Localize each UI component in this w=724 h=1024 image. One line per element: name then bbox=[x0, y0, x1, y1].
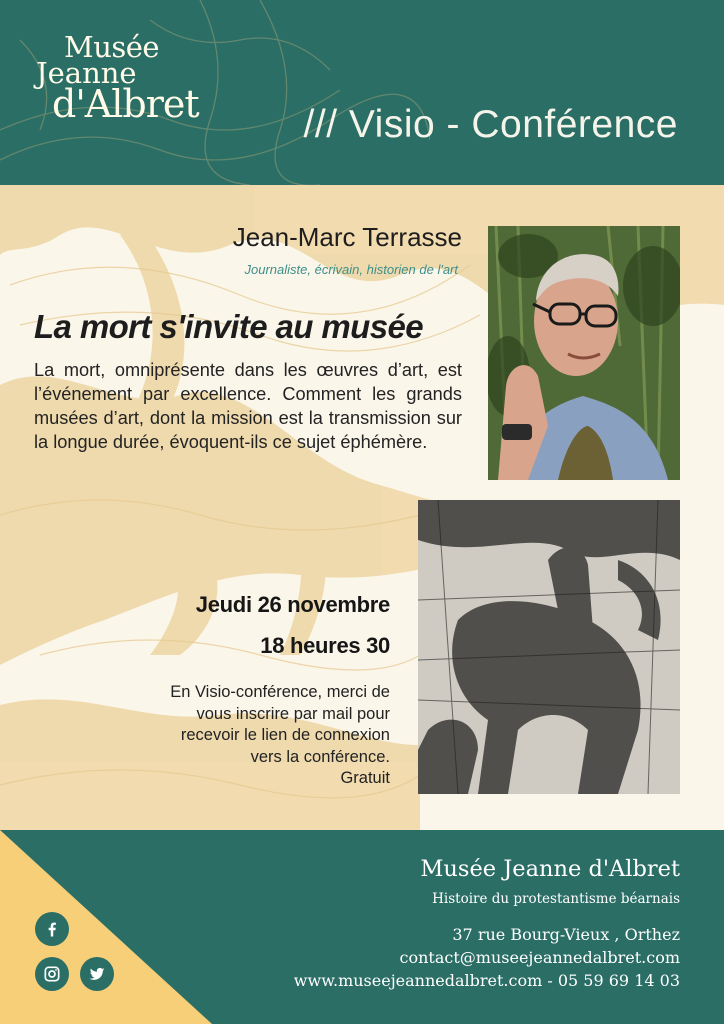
logo-text-line1: Musée bbox=[64, 30, 160, 64]
event-price: Gratuit bbox=[340, 769, 390, 787]
footer-tagline: Histoire du protestantisme béarnais bbox=[432, 891, 680, 907]
logo-text-line2: Jeanne bbox=[36, 56, 137, 90]
speaker-name: Jean-Marc Terrasse bbox=[232, 222, 462, 252]
logo-text-line3: d'Albret bbox=[52, 82, 199, 126]
page-title: /// Visio - Conférence bbox=[303, 103, 678, 146]
event-info-line: vers la conférence. bbox=[250, 747, 390, 766]
facebook-icon[interactable] bbox=[35, 912, 69, 946]
speaker-role: Journaliste, écrivain, historien de l'art bbox=[244, 262, 458, 277]
footer-museum-name: Musée Jeanne d'Albret bbox=[420, 856, 680, 882]
talk-description: La mort, omniprésente dans les œuvres d’art, est l’événement par excellence. Comment les grands musées d’art, dont la mission est la transmission sur la longue durée, évoquent-ils ce sujet éphémère. bbox=[34, 360, 462, 452]
talk-title: La mort s'invite au musée bbox=[34, 308, 423, 345]
header-banner bbox=[0, 0, 724, 185]
event-time: 18 heures 30 bbox=[260, 633, 390, 658]
museum-logo[interactable] bbox=[36, 30, 199, 126]
footer bbox=[0, 830, 724, 1024]
engraving-artwork bbox=[418, 500, 680, 794]
instagram-icon[interactable] bbox=[35, 957, 69, 991]
footer-website-phone[interactable]: www.museejeannedalbret.com - 05 59 69 14 03 bbox=[293, 971, 680, 990]
footer-address: 37 rue Bourg-Vieux , Orthez bbox=[452, 925, 680, 944]
event-date: Jeudi 26 novembre bbox=[195, 592, 390, 617]
footer-email-link[interactable]: contact@museejeannedalbret.com bbox=[399, 948, 680, 967]
speaker-photo bbox=[488, 226, 680, 480]
event-info-line: vous inscrire par mail pour bbox=[196, 704, 390, 723]
event-info bbox=[60, 682, 390, 790]
event-info-line: recevoir le lien de connexion bbox=[180, 726, 390, 744]
twitter-icon[interactable] bbox=[80, 957, 114, 991]
event-info-line: En Visio-conférence, merci de bbox=[170, 683, 390, 701]
